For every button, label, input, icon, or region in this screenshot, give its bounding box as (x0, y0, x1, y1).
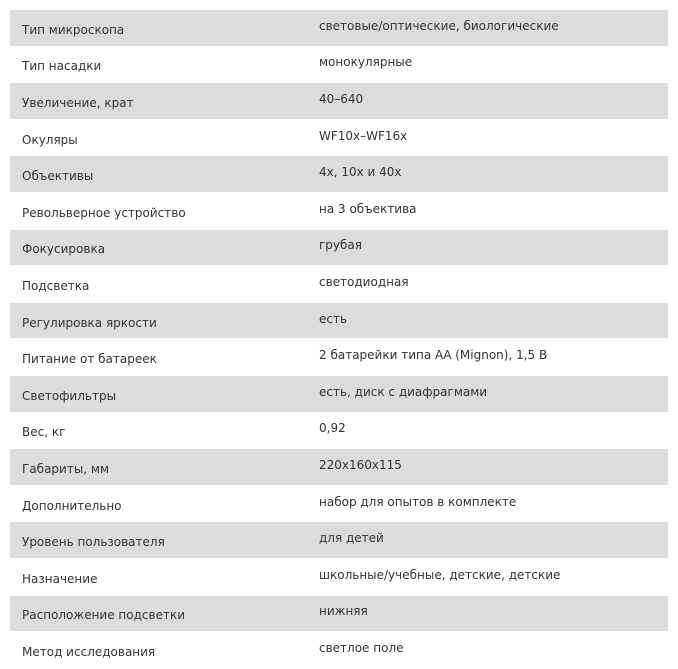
spec-label: Метод исследования (10, 632, 309, 669)
spec-value: есть (309, 302, 668, 339)
table-row (10, 192, 668, 229)
spec-label: Подсветка (10, 266, 309, 303)
spec-value: светлое поле (309, 632, 668, 669)
spec-label: Назначение (10, 558, 309, 595)
spec-label: Габариты, мм (10, 449, 309, 486)
table-row (10, 10, 668, 46)
table-row (10, 595, 668, 632)
spec-value: на 3 объектива (309, 192, 668, 229)
table-row (10, 156, 668, 193)
table-row (10, 522, 668, 559)
spec-value: есть, диск с диафрагмами (309, 375, 668, 412)
spec-label: Тип насадки (10, 46, 309, 83)
spec-label: Регулировка яркости (10, 302, 309, 339)
spec-label: Окуляры (10, 119, 309, 156)
spec-value: 2 батарейки типа АА (Mignon), 1,5 В (309, 339, 668, 376)
spec-label: Расположение подсветки (10, 595, 309, 632)
spec-value: светодиодная (309, 266, 668, 303)
spec-label: Светофильтры (10, 375, 309, 412)
spec-value: 220x160x115 (309, 449, 668, 486)
table-row (10, 632, 668, 669)
spec-value: грубая (309, 229, 668, 266)
table-row (10, 412, 668, 449)
spec-value: 40–640 (309, 83, 668, 120)
table-row (10, 229, 668, 266)
table-row (10, 485, 668, 522)
table-row (10, 302, 668, 339)
spec-value: для детей (309, 522, 668, 559)
spec-label: Уровень пользователя (10, 522, 309, 559)
spec-label: Дополнительно (10, 485, 309, 522)
spec-value: 0,92 (309, 412, 668, 449)
spec-value: набор для опытов в комплекте (309, 485, 668, 522)
spec-value: школьные/учебные, детские, детские (309, 558, 668, 595)
table-row (10, 46, 668, 83)
table-row (10, 375, 668, 412)
spec-label: Револьверное устройство (10, 192, 309, 229)
spec-label: Увеличение, крат (10, 83, 309, 120)
table-row (10, 83, 668, 120)
spec-label: Вес, кг (10, 412, 309, 449)
specifications-body (10, 10, 668, 668)
table-row (10, 339, 668, 376)
spec-value: WF10x–WF16x (309, 119, 668, 156)
table-row (10, 449, 668, 486)
specifications-table (10, 10, 668, 669)
spec-value: световые/оптические, биологические (309, 10, 668, 46)
spec-label: Фокусировка (10, 229, 309, 266)
spec-label: Тип микроскопа (10, 10, 309, 46)
spec-value: монокулярные (309, 46, 668, 83)
table-row (10, 266, 668, 303)
spec-value: нижняя (309, 595, 668, 632)
spec-label: Объективы (10, 156, 309, 193)
spec-label: Питание от батареек (10, 339, 309, 376)
spec-value: 4x, 10x и 40x (309, 156, 668, 193)
table-row (10, 119, 668, 156)
